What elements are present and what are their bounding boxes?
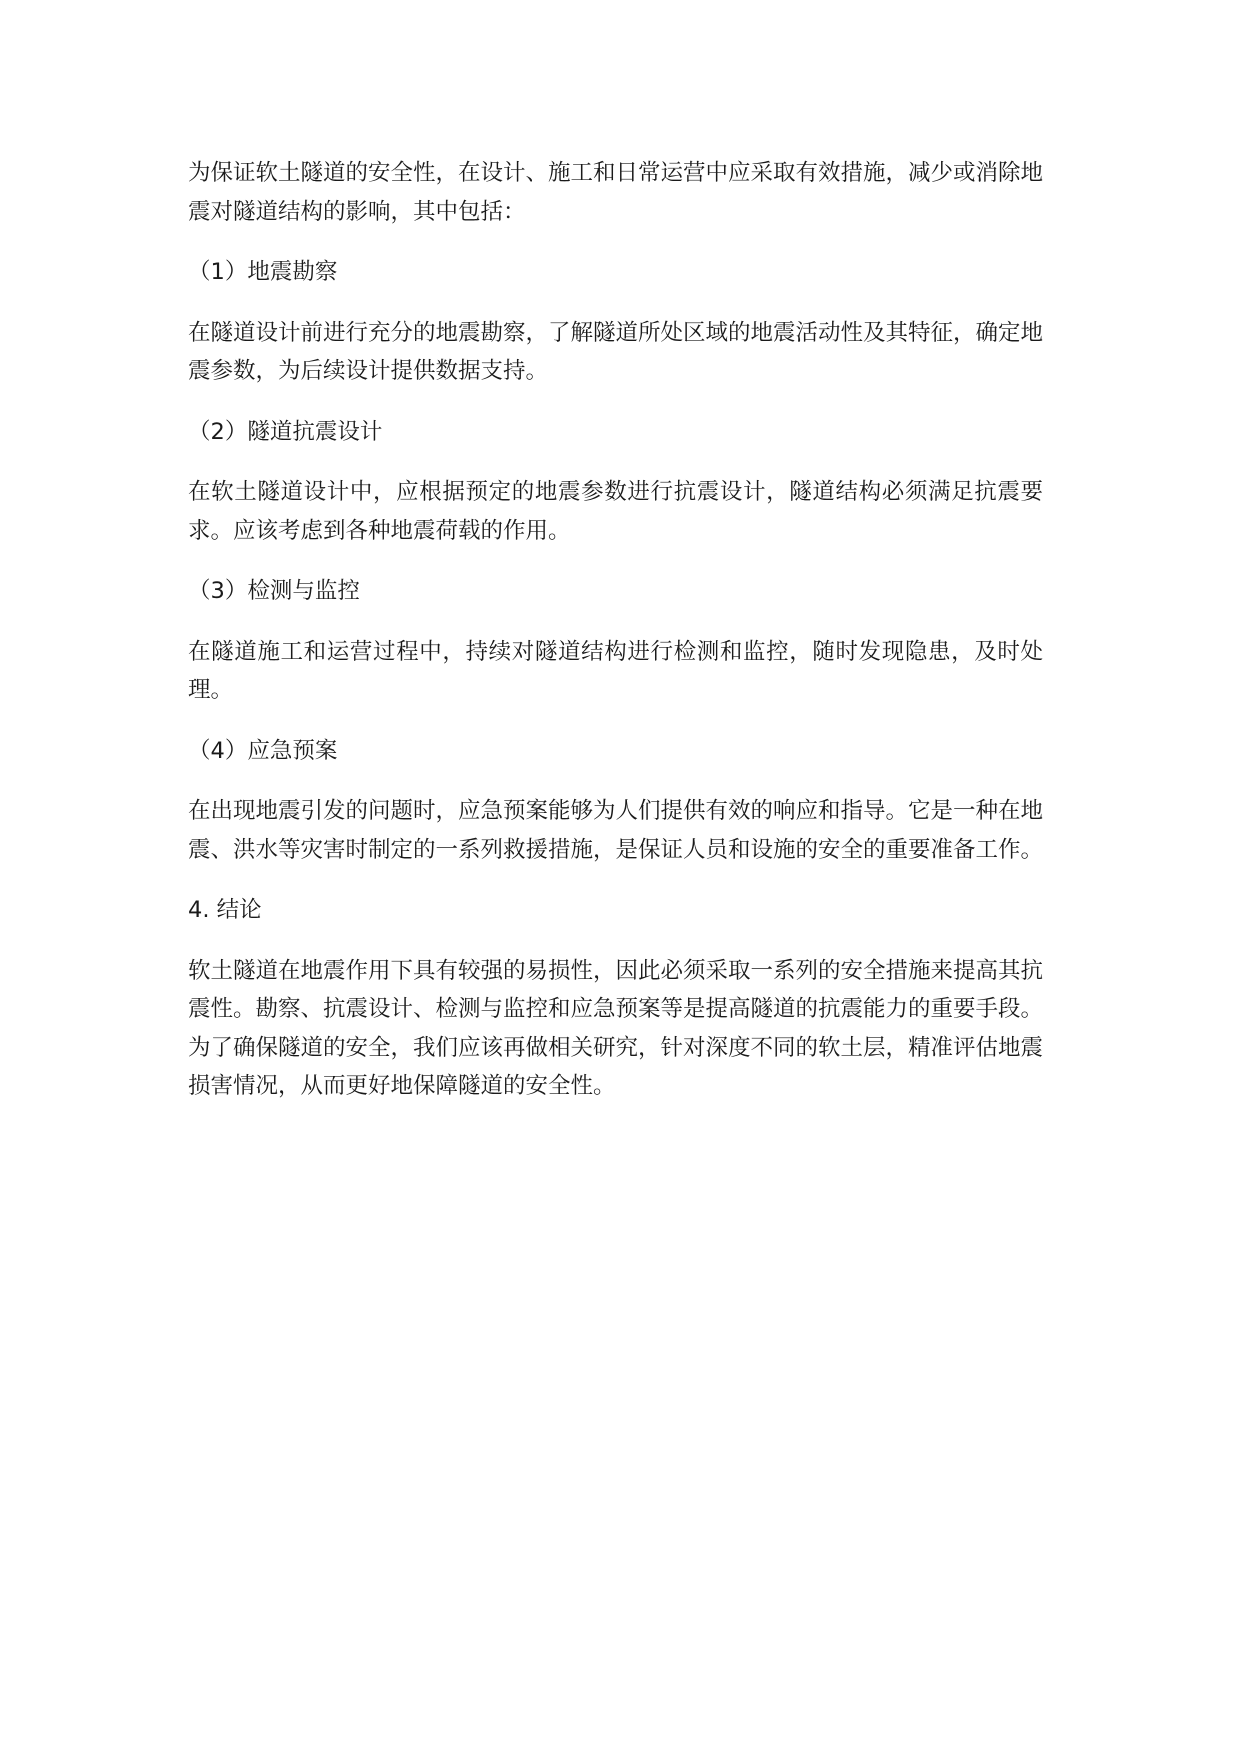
section-heading-monitoring: （3）检测与监控 xyxy=(188,578,360,604)
section-body-seismic-design: 在软土隧道设计中，应根据预定的地震参数进行抗震设计，隧道结构必须满足抗震要求。应该考虑到各种地震荷载的作用。 xyxy=(188,479,1043,544)
conclusion-paragraph: 软土隧道在地震作用下具有较强的易损性，因此必须采取一系列的安全措施来提高其抗震性。勘察、抗震设计、检测与监控和应急预案等是提高隧道的抗震能力的重要手段。为了确保隧道的安全，我们应该再做相关研究，针对深度不同的软土层，精准评估地震损害情况，从而更好地保障隧道的安全性。 xyxy=(188,957,1044,1099)
section-body-emergency-plan: 在出现地震引发的问题时，应急预案能够为人们提供有效的响应和指导。它是一种在地震、洪水等灾害时制定的一系列救援措施，是保证人员和设施的安全的重要准备工作。 xyxy=(188,798,1044,863)
section-heading-emergency-plan: （4）应急预案 xyxy=(188,737,338,764)
section-body-monitoring: 在隧道施工和运营过程中，持续对隧道结构进行检测和监控，随时发现隐患，及时处理。 xyxy=(188,638,1043,703)
section-body-survey: 在隧道设计前进行充分的地震勘察，了解隧道所处区域的地震活动性及其特征，确定地震参数，为后续设计提供数据支持。 xyxy=(188,319,1044,384)
section-heading-survey: （1）地震勘察 xyxy=(188,259,338,285)
conclusion-heading: 4. 结论 xyxy=(188,897,262,923)
intro-paragraph: 为保证软土隧道的安全性，在设计、施工和日常运营中应采取有效措施，减少或消除地震对隧道结构的影响，其中包括： xyxy=(188,160,1044,225)
section-heading-seismic-design: （2）隧道抗震设计 xyxy=(188,418,383,445)
document-body xyxy=(188,154,1043,1106)
